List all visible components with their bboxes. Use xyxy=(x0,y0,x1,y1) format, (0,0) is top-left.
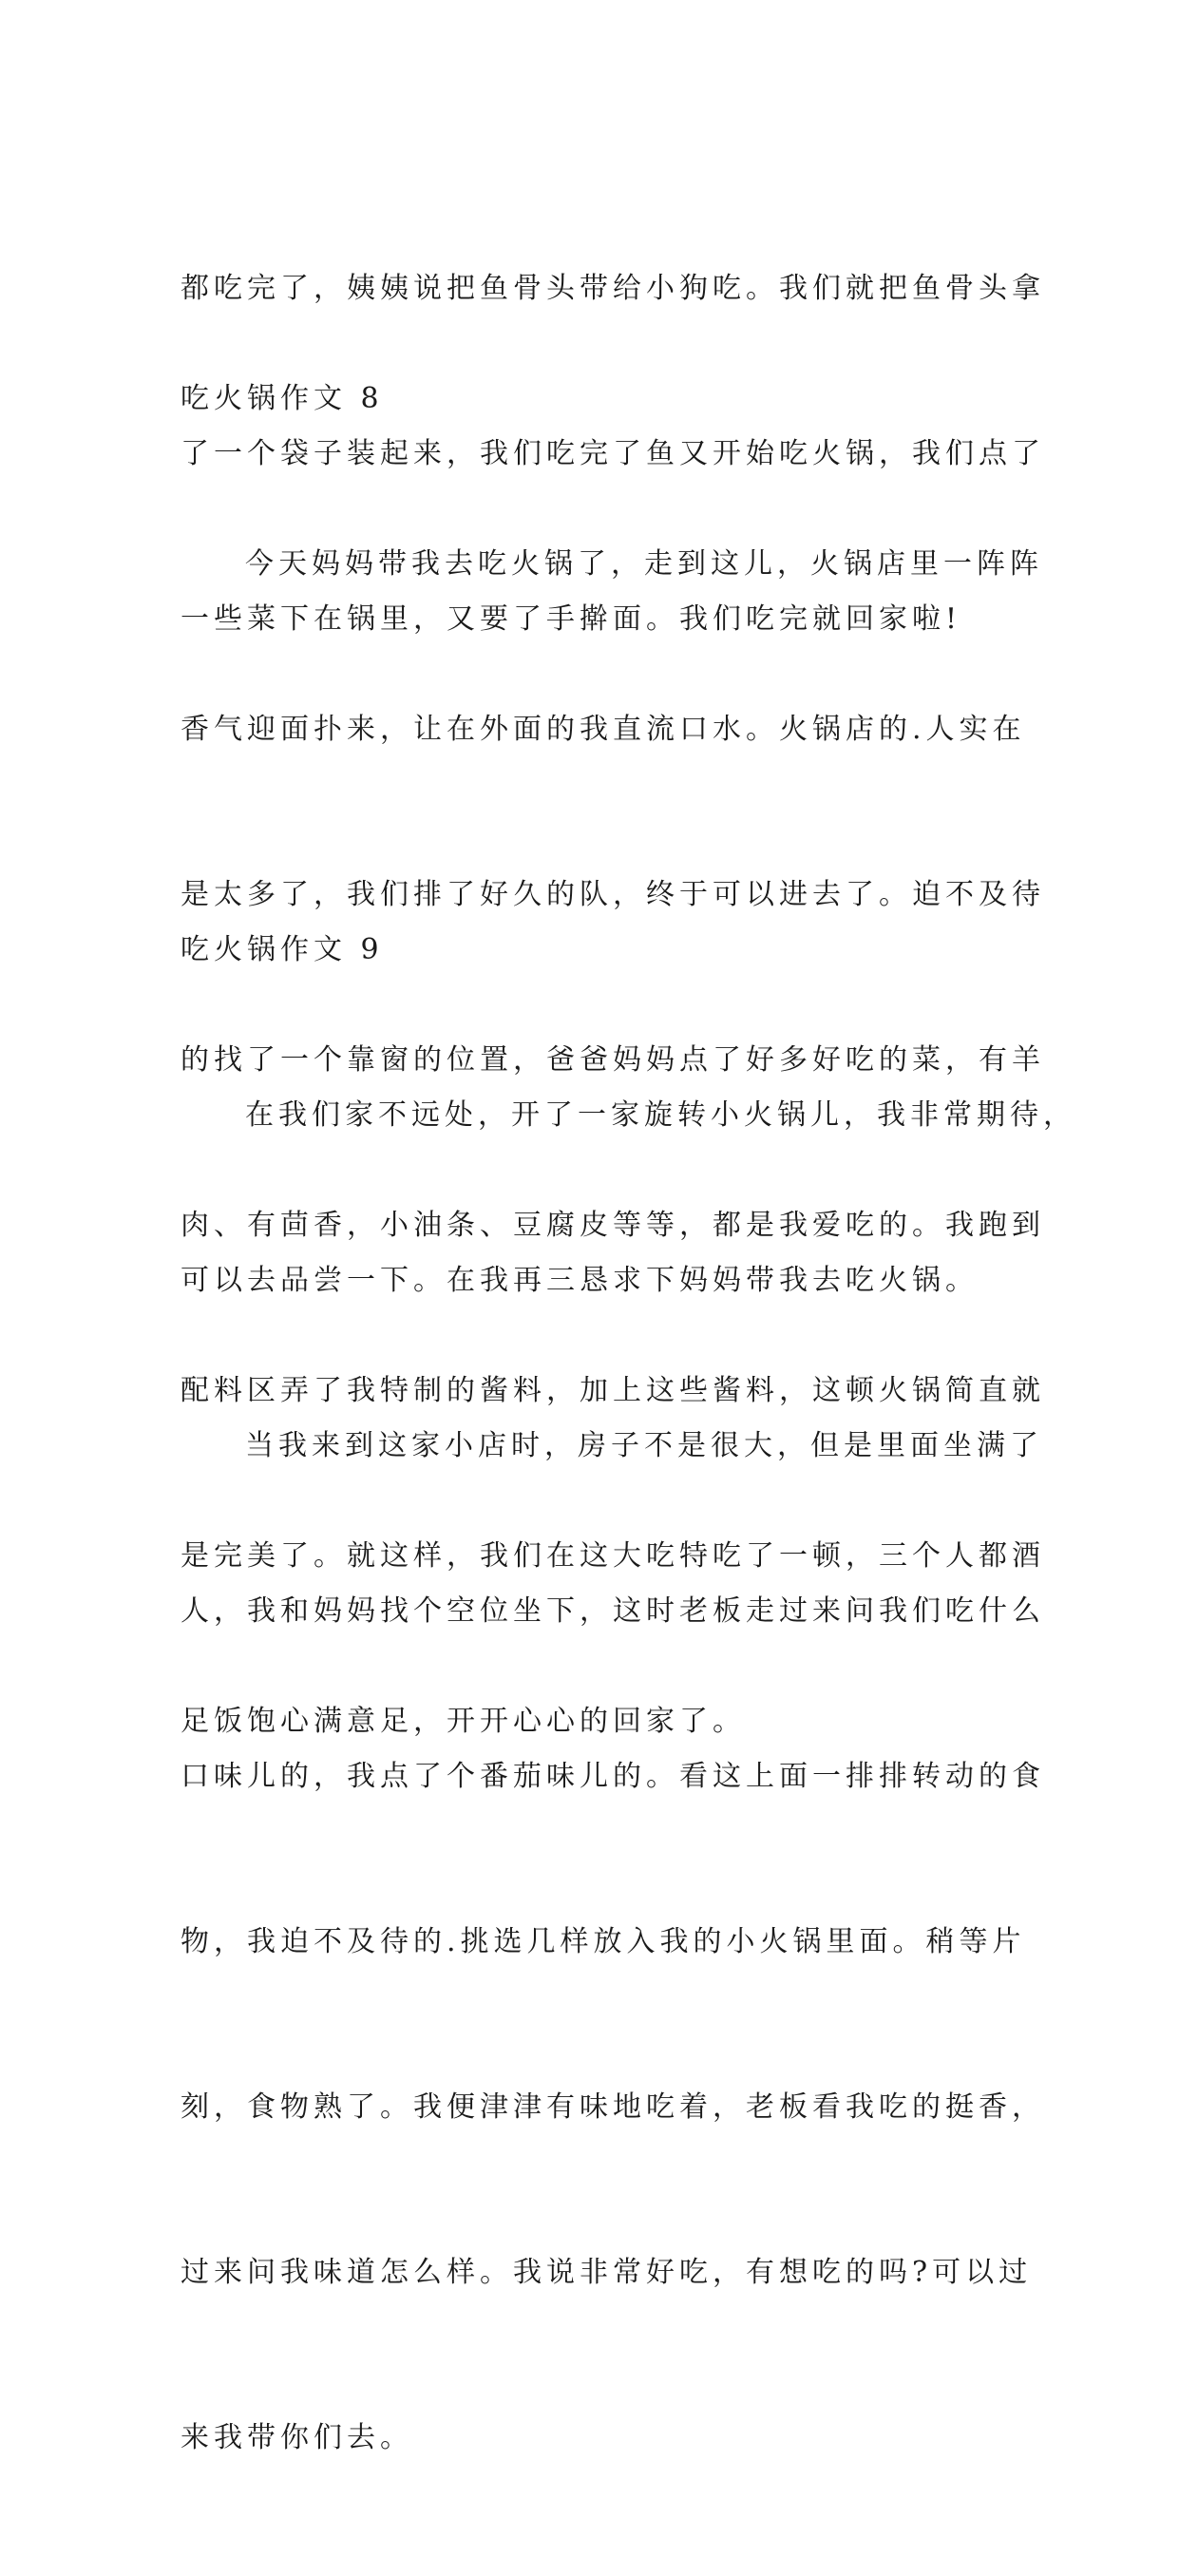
paragraph-line: 都吃完了，姨姨说把鱼骨头带给小狗吃。我们就把鱼骨头拿 xyxy=(181,272,1045,305)
paragraph-line: 足饭饱心满意足，开开心心的回家了。 xyxy=(181,1705,746,1738)
paragraph-line: 当我来到这家小店时，房子不是很大，但是里面坐满了 xyxy=(245,1429,1043,1462)
paragraph-line: 在我们家不远处，开了一家旋转小火锅儿，我非常期待， xyxy=(245,1098,1076,1132)
essay-9-body xyxy=(181,978,1076,2576)
paragraph-line: 来我带你们去。 xyxy=(181,2421,413,2454)
essay-8-title: 吃火锅作文 8 xyxy=(181,382,384,415)
paragraph-line: 刻，食物熟了。我便津津有味地吃着，老板看我吃的挺香， xyxy=(181,2090,1045,2124)
paragraph-line: 肉、有茴香，小油条、豆腐皮等等，都是我爱吃的。我跑到 xyxy=(181,1209,1045,1242)
paragraph-line: 是太多了，我们排了好久的队，终于可以进去了。迫不及待 xyxy=(181,878,1045,911)
paragraph-line: 是完美了。就这样，我们在这大吃特吃了一顿，三个人都酒 xyxy=(181,1539,1045,1573)
paragraph-line: 可以去品尝一下。在我再三恳求下妈妈带我去吃火锅。 xyxy=(181,1264,979,1297)
paragraph-line: 一些菜下在锅里，又要了手擀面。我们吃完就回家啦! xyxy=(181,602,962,636)
paragraph-line: 配料区弄了我特制的酱料，加上这些酱料，这顿火锅简直就 xyxy=(181,1374,1045,1407)
paragraph-line: 的找了一个靠窗的位置，爸爸妈妈点了好多好吃的菜，有羊 xyxy=(181,1043,1045,1077)
paragraph-line: 人，我和妈妈找个空位坐下，这时老板走过来问我们吃什么 xyxy=(181,1594,1045,1628)
essay-9-title: 吃火锅作文 9 xyxy=(181,933,384,966)
paragraph-line: 过来问我味道怎么样。我说非常好吃，有想吃的吗?可以过 xyxy=(181,2256,1033,2289)
paragraph-line: 口味儿的，我点了个番茄味儿的。看这上面一排排转动的食 xyxy=(181,1760,1045,1793)
paragraph-line: 了一个袋子装起来，我们吃完了鱼又开始吃火锅，我们点了 xyxy=(181,437,1045,470)
paragraph-line: 物，我迫不及待的.挑选几样放入我的小火锅里面。稍等片 xyxy=(181,1925,1026,1958)
paragraph-line: 今天妈妈带我去吃火锅了，走到这儿，火锅店里一阵阵 xyxy=(245,547,1043,581)
paragraph-line: 香气迎面扑来，让在外面的我直流口水。火锅店的.人实在 xyxy=(181,713,1026,746)
